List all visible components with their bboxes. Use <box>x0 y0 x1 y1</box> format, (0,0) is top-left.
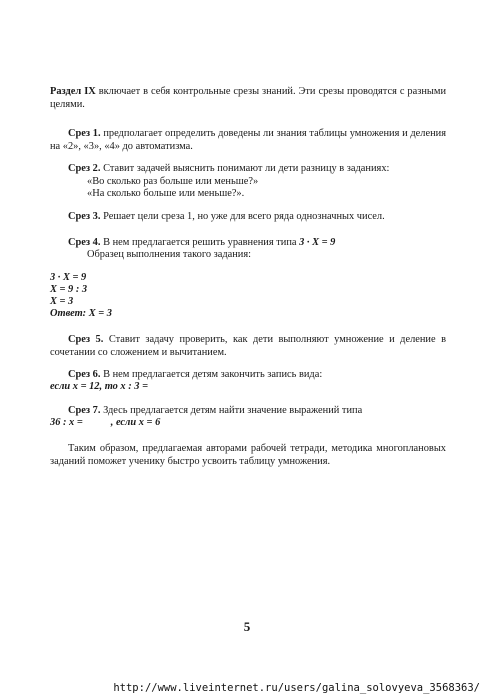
srez4-step-1: 3 · X = 9 <box>50 272 87 283</box>
srez2-question-2: «На сколько больше или меньше?». <box>87 188 245 199</box>
srez7-formula-b: , если x = 6 <box>110 417 161 428</box>
srez6-formula: если x = 12, то x : 3 = <box>50 381 148 392</box>
srez7-label: Срез 7. <box>68 405 101 416</box>
srez4-answer-value: X = 3 <box>86 308 112 319</box>
srez4-answer-label: Ответ: <box>50 308 87 319</box>
srez6-label: Срез 6. <box>68 369 101 380</box>
intro-paragraph <box>50 86 446 111</box>
srez4-formula: 3 · X = 9 <box>299 237 336 248</box>
srez2-label: Срез 2. <box>68 163 101 174</box>
section-label: Раздел IX <box>50 86 96 97</box>
srez4-label: Срез 4. <box>68 237 101 248</box>
srez5-paragraph <box>50 334 446 359</box>
srez2-question-1: «Во сколько раз больше или меньше?» <box>87 176 259 187</box>
srez4-heading <box>68 237 335 250</box>
srez3-label: Срез 3. <box>68 211 101 222</box>
srez5-label: Срез 5. <box>68 334 104 345</box>
intro-text: включает в себя контрольные срезы знаний. Эти срезы проводятся с разными целями. <box>50 86 447 110</box>
srez5-text: Ставит задачу проверить, как дети выполняют умножение и деление в сочетании со сложением и вычитанием. <box>50 334 446 358</box>
srez7-text: Здесь предлагается детям найти значение выражений типа <box>100 405 363 416</box>
srez1-label: Срез 1. <box>68 128 101 139</box>
srez2-text: Ставит задачей выяснить понимают ли дети разницу в заданиях: <box>100 163 390 174</box>
srez3-paragraph <box>50 211 446 224</box>
srez3-text: Решает цели среза 1, но уже для всего ряда однозначных чисел. <box>100 211 385 222</box>
srez7-formula <box>50 417 160 430</box>
srez4-answer <box>50 308 112 321</box>
srez6-text: В нем предлагается детям закончить запись вида: <box>100 369 323 380</box>
srez4-text: В нем предлагается решить уравнения типа <box>100 237 300 248</box>
srez4-step-2: X = 9 : 3 <box>50 284 88 295</box>
srez2-paragraph <box>50 163 446 176</box>
srez7-formula-a: 36 : x = <box>50 417 83 428</box>
srez4-sample-label: Образец выполнения такого задания: <box>87 249 252 260</box>
footer-url: http://www.liveinternet.ru/users/galina_solovyeva_3568363/ <box>113 682 480 694</box>
srez4-step-3: X = 3 <box>50 296 74 307</box>
srez7-heading <box>68 405 362 418</box>
srez1-text: предполагает определить доведены ли знания таблицы умножения и деления на «2», «3», «4» до автоматизма. <box>50 128 446 152</box>
srez6-heading <box>68 369 322 382</box>
conclusion-paragraph: Таким образом, предлагаемая авторами рабочей тетради, методика многоплановых заданий поможет ученику быстро усвоить таблицу умножения. <box>50 443 446 467</box>
page-number: 5 <box>243 619 251 634</box>
srez1-paragraph <box>50 128 446 153</box>
